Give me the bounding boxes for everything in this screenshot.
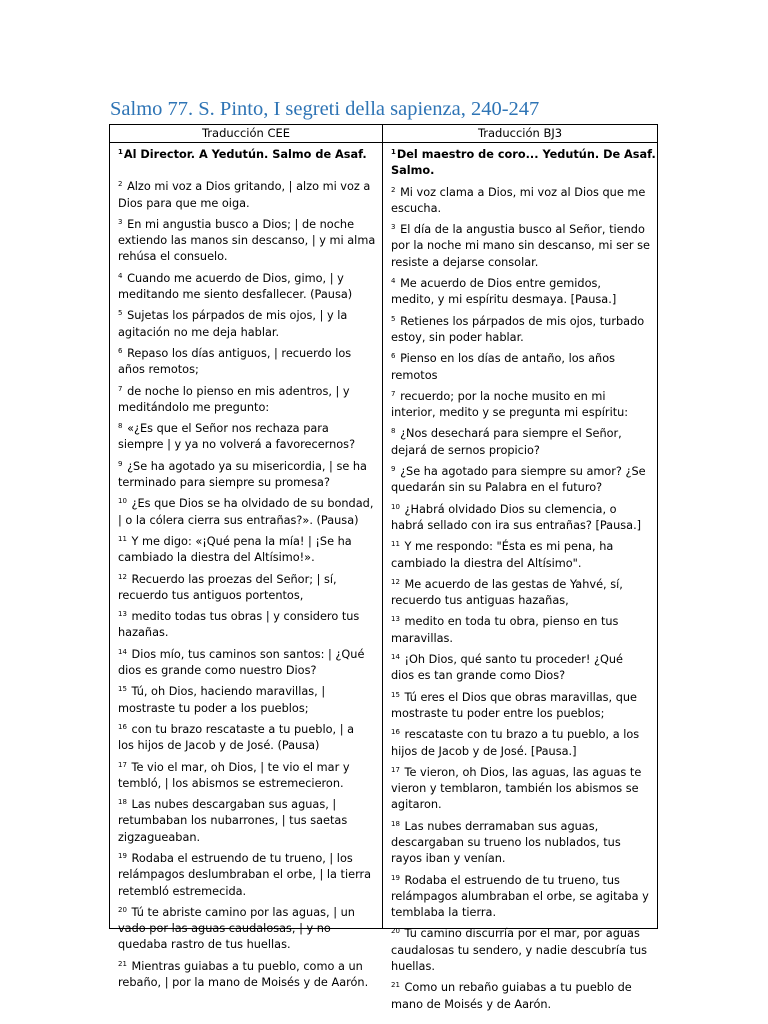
verse-number: 17: [391, 765, 400, 774]
page-title: Salmo 77. S. Pinto, I segreti della sapienza, 240-247: [110, 98, 540, 120]
verse-text-line: temblaba la tierra.: [391, 906, 497, 920]
verse-text-line: retembló estremecida.: [118, 884, 247, 898]
verse-text-line: En mi angustia busco a Dios; | de noche: [127, 217, 355, 231]
verse-5: [391, 311, 655, 347]
verse-19: [391, 870, 655, 922]
verse-10: [118, 493, 380, 529]
verse-text-line: «¿Es que el Señor nos rechaza para: [127, 422, 329, 436]
verse-text-line: interior, medito y se pregunta mi espíritu:: [391, 406, 629, 420]
verse-13: [118, 606, 380, 642]
verse-text-line: tembló, | los abismos se estremecieron.: [118, 776, 344, 790]
verse-text-line: mostraste tu poder a los pueblos;: [118, 701, 309, 715]
verse-20: [391, 923, 655, 975]
verse-text-line: rebaño, | por la mano de Moisés y de Aarón.: [118, 976, 369, 990]
verse-2: [118, 176, 380, 212]
verse-3: [391, 219, 655, 271]
verse-text-line: ¡Oh Dios, qué santo tu proceder! ¿Qué: [404, 653, 623, 667]
verse-text-line: Al Director. A Yedutún. Salmo de Asaf.: [123, 148, 367, 161]
verse-number: 10: [118, 497, 127, 506]
verse-20: [118, 902, 380, 954]
verse-text-line: Alzo mi voz a Dios gritando, | alzo mi voz a: [127, 180, 371, 194]
verse-16: [118, 719, 380, 755]
verse-17: [118, 757, 380, 793]
verse-1: [391, 144, 655, 180]
verse-number: 20: [391, 927, 400, 936]
verse-number: 15: [391, 690, 400, 699]
column-cee: [110, 143, 383, 990]
verse-number: 2: [118, 180, 123, 189]
verse-text-line: meditándolo me pregunto:: [118, 400, 270, 414]
verse-15: [118, 681, 380, 717]
verse-text-line: Sujetas los párpados de mis ojos, | y la: [127, 309, 348, 323]
verse-6: [118, 343, 380, 379]
verse-text-line: Y me digo: «¡Qué pena la mía! | ¡Se ha: [131, 534, 352, 548]
verse-text-line: Como un rebaño guiabas a tu pueblo de: [404, 981, 632, 995]
verse-text-line: Las nubes descargaban sus aguas, |: [131, 798, 337, 812]
verse-9: [391, 461, 655, 497]
verse-text-line: vado por las aguas caudalosas, | y no: [118, 922, 331, 936]
verse-text-line: Y me respondo: "Ésta es mi pena, ha: [404, 540, 614, 554]
verse-text-line: quedaba rastro de tus huellas.: [118, 938, 291, 952]
verse-text-line: recuerdo tus antiguas hazañas,: [391, 594, 569, 608]
verse-number: 12: [118, 572, 127, 581]
verse-text-line: caudalosas tu sendero, y nadie descubría tus: [391, 943, 648, 957]
verse-text-line: Mi voz clama a Dios, mi voz al Dios que me: [400, 185, 646, 199]
verse-number: 7: [118, 384, 123, 393]
verse-number: 2: [391, 185, 396, 194]
verse-number: 6: [118, 346, 123, 355]
verse-21: [118, 956, 380, 992]
column-header-bj3: Traducción BJ3: [477, 126, 563, 140]
verse-text-line: descargaban su trueno los nublados, tus: [391, 835, 621, 849]
verse-text-line: por la noche mi mano sin descanso, mi ser se: [391, 239, 650, 253]
verse-number: 1: [118, 148, 123, 156]
verse-text-line: dios es grande como nuestro Dios?: [118, 664, 317, 678]
table-body-row: [110, 143, 657, 1011]
verse-10: [391, 499, 655, 535]
verse-text-line: resiste a dejarse consolar.: [391, 255, 539, 269]
verse-number: 12: [391, 577, 400, 586]
verse-3: [118, 214, 380, 266]
verse-text-line: El día de la angustia busco al Señor, tiendo: [400, 223, 645, 237]
verse-text-line: años remotos;: [118, 363, 199, 377]
verse-text-line: Tú te abriste camino por las aguas, | un: [131, 905, 355, 919]
verse-number: 20: [118, 905, 127, 914]
verse-text-line: agitaron.: [391, 798, 442, 812]
verse-text-line: Salmo.: [391, 164, 435, 178]
verse-number: 16: [118, 722, 127, 731]
verse-17: [391, 762, 655, 814]
table-header-row: [110, 125, 657, 143]
verse-text-line: Te vio el mar, oh Dios, | te vio el mar y: [131, 760, 350, 774]
verse-text-line: recuerdo; por la noche musito en mi: [400, 389, 606, 403]
verse-text-line: Mientras guiabas a tu pueblo, como a un: [131, 959, 363, 973]
verse-text-line: medito todas tus obras | y considero tus: [131, 610, 360, 624]
verse-text-line: Me acuerdo de las gestas de Yahvé, sí,: [404, 577, 623, 591]
verse-text-line: Del maestro de coro... Yedutún. De Asaf.: [396, 148, 656, 161]
verse-text-line: Cuando me acuerdo de Dios, gimo, | y: [127, 271, 344, 285]
verse-number: 19: [118, 851, 127, 860]
verse-14: [391, 649, 655, 685]
verse-15: [391, 687, 655, 723]
verse-text-line: siempre | y ya no volverá a favorecernos?: [118, 438, 356, 452]
verse-14: [118, 644, 380, 680]
verse-text-line: hazañas.: [118, 626, 169, 640]
verse-5: [118, 305, 380, 341]
verse-text-line: ¿Es que Dios se ha olvidado de su bondad,: [131, 497, 374, 511]
verse-text-line: estoy, sin poder hablar.: [391, 330, 524, 344]
verse-1: [118, 144, 380, 163]
verse-text-line: escucha.: [391, 201, 442, 215]
verse-number: 9: [118, 459, 123, 468]
verse-text-line: extiendo las manos sin descanso, | y mi alma: [118, 234, 376, 248]
verse-number: 8: [118, 422, 123, 431]
verse-number: 3: [391, 223, 396, 232]
verse-text-line: medito en toda tu obra, pienso en tus: [404, 615, 619, 629]
verse-text-line: Dios para que me oiga.: [118, 196, 250, 210]
verse-7: [391, 386, 655, 422]
verse-text-line: dios es tan grande como Dios?: [391, 669, 566, 683]
verse-4: [118, 268, 380, 304]
verse-text-line: rescataste con tu brazo a tu pueblo, a los: [404, 728, 640, 742]
verse-12: [391, 574, 655, 610]
verse-number: 14: [118, 647, 127, 656]
verse-text-line: Tú eres el Dios que obras maravillas, que: [404, 690, 637, 704]
verse-text-line: dejará de sernos propicio?: [391, 443, 540, 457]
verse-text-line: Tú, oh Dios, haciendo maravillas, |: [131, 685, 326, 699]
verse-text-line: vieron y temblaron, también los abismos se: [391, 782, 639, 796]
verse-number: 5: [118, 309, 123, 318]
verse-text-line: Rodaba el estruendo de tu trueno, tus: [404, 873, 620, 887]
verse-18: [391, 816, 655, 868]
verse-text-line: cambiado la diestra del Altísimo".: [391, 556, 582, 570]
verse-number: 3: [118, 217, 123, 226]
verse-number: 14: [391, 653, 400, 662]
verse-text-line: recuerdo tus antiguos portentos,: [118, 588, 304, 602]
verse-21: [391, 977, 655, 1013]
verse-text-line: agitación no me deja hablar.: [118, 325, 280, 339]
verse-text-line: relámpagos alumbraban el orbe, se agitaba y: [391, 889, 649, 903]
verse-text-line: Recuerdo las proezas del Señor; | sí,: [131, 572, 337, 586]
verse-text-line: de noche lo pienso en mis adentros, | y: [127, 384, 350, 398]
verse-number: 1: [391, 148, 396, 156]
verse-number: 11: [391, 540, 400, 549]
verse-text-line: Te vieron, oh Dios, las aguas, las aguas te: [404, 765, 642, 779]
verse-text-line: zigzagueaban.: [118, 830, 201, 844]
verse-text-line: rayos iban y venían.: [391, 852, 506, 866]
verse-4: [391, 273, 655, 309]
verse-number: 13: [118, 610, 127, 619]
verse-number: 9: [391, 465, 396, 474]
verse-number: 5: [391, 314, 396, 323]
verse-number: 15: [118, 685, 127, 694]
verse-text-line: ¿Habrá olvidado Dios su clemencia, o: [404, 502, 617, 516]
verse-text-line: habrá sellado con ira sus entrañas? [Pausa.]: [391, 518, 642, 532]
verse-text-line: Rodaba el estruendo de tu trueno, | los: [131, 851, 353, 865]
verse-number: 21: [391, 981, 400, 990]
verse-2: [391, 182, 655, 218]
verse-11: [118, 531, 380, 567]
verse-text-line: maravillas.: [391, 631, 453, 645]
verse-text-line: | o la cólera cierra sus entrañas?». (Pausa): [118, 513, 359, 527]
verse-text-line: Repaso los días antiguos, | recuerdo los: [127, 346, 352, 360]
verse-number: 11: [118, 534, 127, 543]
verse-number: 4: [391, 277, 396, 286]
verse-text-line: Me acuerdo de Dios entre gemidos,: [400, 277, 601, 291]
verse-text-line: remotos: [391, 368, 438, 382]
verse-text-line: quedarán sin su Palabra en el futuro?: [391, 481, 603, 495]
column-header-cee: Traducción CEE: [110, 125, 383, 142]
verse-text-line: los hijos de Jacob y de José. (Pausa): [118, 739, 320, 753]
verse-text-line: ¿Nos desechará para siempre el Señor,: [400, 427, 622, 441]
verse-number: 19: [391, 873, 400, 882]
verse-text-line: mostraste tu poder entre los pueblos;: [391, 706, 605, 720]
verse-11: [391, 536, 655, 572]
verse-12: [118, 569, 380, 605]
verse-text-line: cambiado la diestra del Altísimo!».: [118, 551, 315, 565]
verse-number: 13: [391, 615, 400, 624]
translation-table: [109, 124, 658, 1011]
verse-number: 21: [118, 959, 127, 968]
verse-9: [118, 456, 380, 492]
verse-text-line: huellas.: [391, 960, 435, 974]
verse-text-line: relámpagos deslumbraban el orbe, | la tierra: [118, 868, 372, 882]
verse-number: 7: [391, 389, 396, 398]
verse-number: 18: [118, 798, 127, 807]
verse-number: 10: [391, 502, 400, 511]
verse-number: 16: [391, 728, 400, 737]
verse-text-line: Dios mío, tus caminos son santos: | ¿Qué: [131, 647, 365, 661]
verse-text-line: meditando me siento desfallecer. (Pausa): [118, 288, 353, 302]
verse-text-line: rehúsa el consuelo.: [118, 250, 228, 264]
verse-text-line: hijos de Jacob y de José. [Pausa.]: [391, 744, 577, 758]
column-bj3: [383, 143, 657, 1011]
verse-number: 8: [391, 427, 396, 436]
verse-8: [118, 418, 380, 454]
verse-6: [391, 348, 655, 384]
verse-text-line: retumbaban los nubarrones, | tus saetas: [118, 814, 348, 828]
verse-text-line: terminado para siempre su promesa?: [118, 476, 330, 490]
verse-19: [118, 848, 380, 900]
verse-text-line: medito, y mi espíritu desmaya. [Pausa.]: [391, 293, 617, 307]
verse-text-line: Retienes los párpados de mis ojos, turbado: [400, 314, 645, 328]
verse-7: [118, 381, 380, 417]
verse-text-line: mano de Moisés y de Aarón.: [391, 997, 552, 1011]
verse-number: 6: [391, 352, 396, 361]
verse-text-line: ¿Se ha agotado ya su misericordia, | se ha: [127, 459, 367, 473]
verse-text-line: Pienso en los días de antaño, los años: [400, 352, 616, 366]
verse-text-line: ¿Se ha agotado para siempre su amor? ¿Se: [400, 465, 646, 479]
verse-16: [391, 724, 655, 760]
verse-text-line: Tu camino discurría por el mar, por aguas: [404, 927, 640, 941]
verse-text-line: con tu brazo rescataste a tu pueblo, | a: [131, 722, 355, 736]
verse-number: 18: [391, 819, 400, 828]
verse-8: [391, 423, 655, 459]
verse-number: 4: [118, 271, 123, 280]
verse-18: [118, 794, 380, 846]
verse-text-line: Las nubes derramaban sus aguas,: [404, 819, 599, 833]
verse-13: [391, 611, 655, 647]
verse-number: 17: [118, 760, 127, 769]
